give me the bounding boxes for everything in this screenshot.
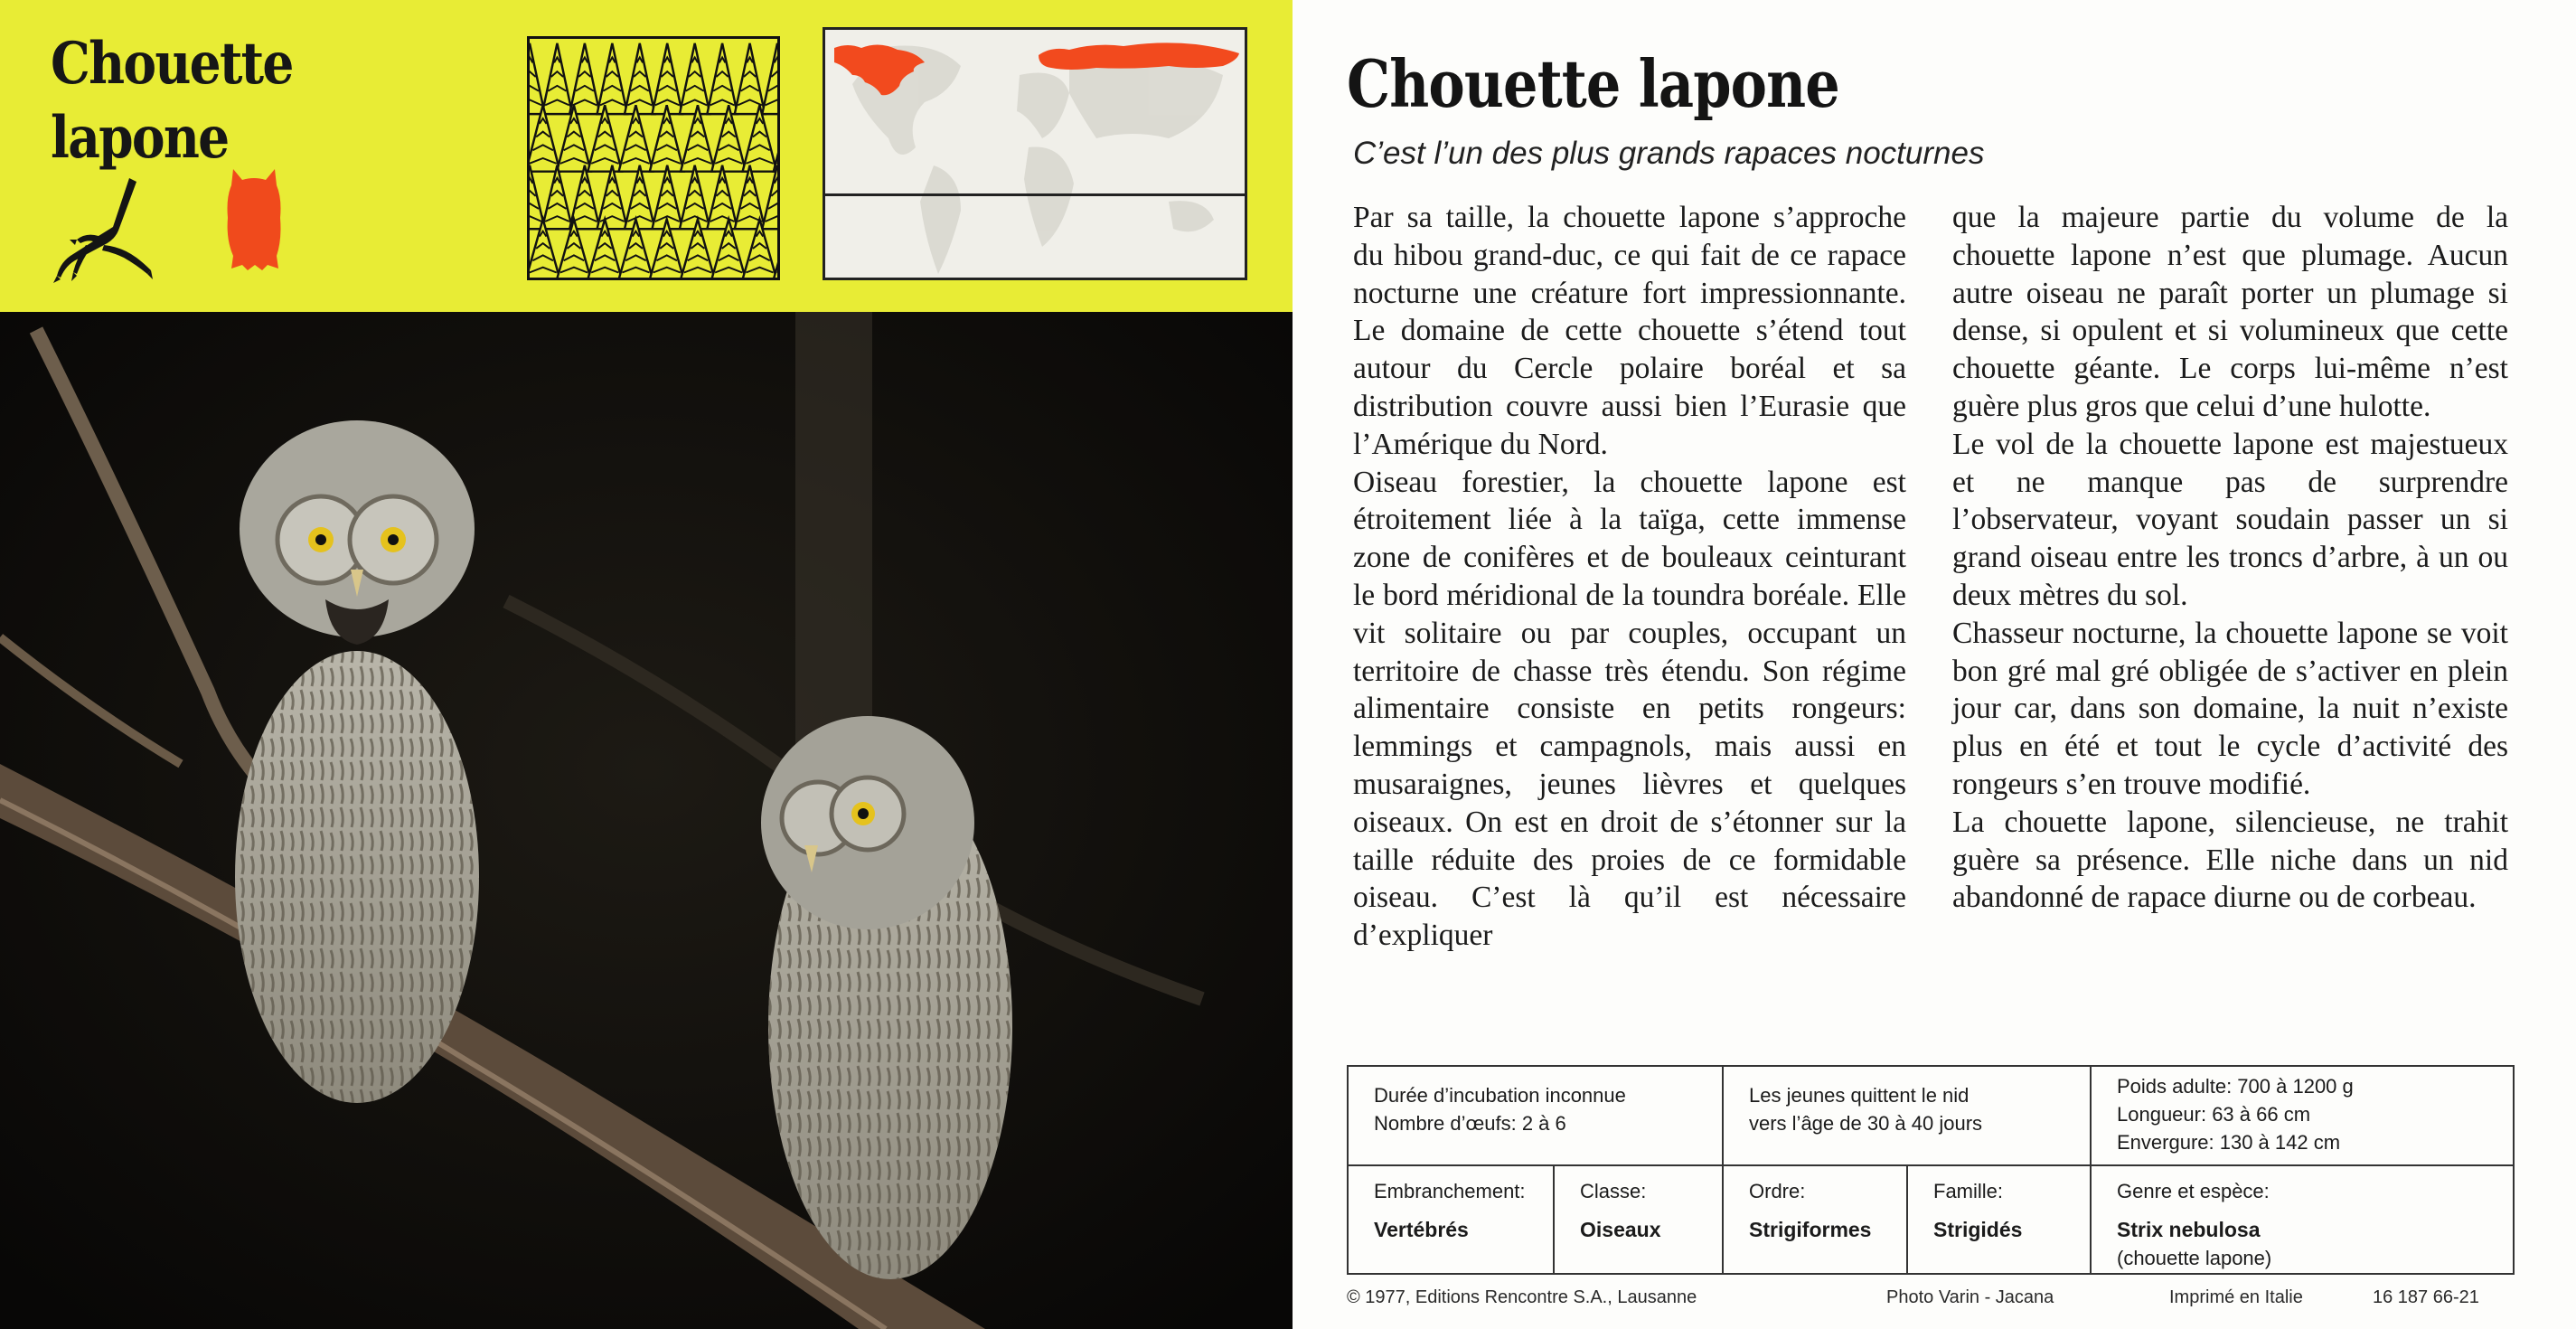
- card-title-line-2: lapone: [51, 104, 229, 172]
- conifer-tree: [707, 43, 737, 114]
- title-band: [0, 0, 1293, 312]
- talon-icon: [50, 176, 167, 285]
- conifer-tree: [625, 165, 654, 229]
- owl-photo: [0, 312, 1293, 1329]
- text-column-2: [1952, 199, 2508, 917]
- phylum-value: Vertébrés: [1374, 1218, 1469, 1241]
- family-cell: [1907, 1165, 2091, 1274]
- conifer-branch: [777, 268, 780, 273]
- class-value: Oiseaux: [1580, 1218, 1661, 1241]
- conifer-tree: [569, 43, 599, 114]
- incubation-cell: [1348, 1066, 1723, 1165]
- measurements-cell: [2091, 1066, 2514, 1165]
- article-title: Chouette lapone: [1347, 45, 1839, 122]
- phylum-label: Embranchement:: [1374, 1180, 1526, 1202]
- order-cell: [1723, 1165, 1907, 1274]
- owl-silhouette-icon: [226, 167, 282, 271]
- phylum-cell: [1348, 1165, 1554, 1274]
- article-subtitle: C’est l’un des plus grands rapaces nocturnes: [1353, 136, 1985, 171]
- young-cell: [1723, 1066, 2091, 1165]
- class-label: Classe:: [1580, 1180, 1647, 1202]
- conifer-tree: [707, 165, 737, 229]
- paragraph: Chasseur nocturne, la chouette lapone se voit bon gré mal gré obligée de s’activer en plein jour car, dans son domaine, la nuit n’existe plus en été et tout le cycle d’activité des rongeurs s’en trouve modifié.: [1952, 616, 2508, 801]
- world-distribution-map: [823, 27, 1247, 280]
- conifer-tree: [625, 43, 654, 114]
- wingspan-text: Envergure: 130 à 142 cm: [2117, 1131, 2341, 1154]
- conifer-tree: [680, 165, 710, 229]
- paragraph: Le vol de la chouette lapone est majestueux et ne manque pas de surprendre l’observateur, voyant soudain passer un si grand oiseau entre les troncs d’arbre, à un ou deux mètres du sol.: [1952, 427, 2508, 612]
- young-text-2: vers l’âge de 30 à 40 jours: [1749, 1112, 1983, 1135]
- young-text-1: Les jeunes quittent le nid: [1749, 1084, 1970, 1107]
- copyright-text: © 1977, Editions Rencontre S.A., Lausanne: [1347, 1287, 1697, 1307]
- paragraph: La chouette lapone, silencieuse, ne trahit guère sa présence. Elle niche dans un nid abandonné de rapace diurne ou de corbeau.: [1952, 805, 2508, 915]
- text-column-1: [1353, 199, 1906, 955]
- facts-table: [1347, 1065, 2515, 1275]
- species-cell: [2091, 1165, 2514, 1274]
- conifer-branch: [777, 158, 780, 164]
- species-common-name: (chouette lapone): [2117, 1247, 2272, 1269]
- paragraph: Par sa taille, la chouette lapone s’approche du hibou grand-duc, ce qui fait de ce rapace nocturne une créature fort impressionnante. Le domaine de cette chouette s’étend tout autour du Cercle polaire boréal et sa distribution couvre aussi bien l’Eurasie que l’Amérique du Nord.: [1353, 201, 1906, 461]
- paragraph: Oiseau forestier, la chouette lapone est étroitement liée à la taïga, cette immense zone de conifères et de bouleaux ceinturant le bord méridional de la toundra boréale. Elle vit solitaire ou par couples, occupant un territoire de chasse très étendu. Son régime alimentaire consiste en petits rongeurs: lemmings et campagnols, mais aussi en musaraignes, jeunes lièvres et quelques oiseaux. On est en droit de s’étonner sur la taille réduite des proies de ce formidable oiseau. C’est là qu’il est nécessaire d’expliquer: [1353, 465, 1906, 953]
- conifer-tree: [597, 43, 627, 114]
- taxonomy-row: [1348, 1165, 2514, 1274]
- card-title-line-1: Chouette: [51, 30, 293, 98]
- conifer-tree: [597, 165, 627, 229]
- card-code: 16 187 66-21: [2373, 1287, 2479, 1307]
- map-divider: [825, 193, 1245, 196]
- conifer-tree: [735, 43, 765, 114]
- incubation-text: Durée d’incubation inconnue: [1374, 1084, 1626, 1107]
- owl-left: [235, 420, 479, 1103]
- length-text: Longueur: 63 à 66 cm: [2117, 1103, 2311, 1126]
- species-value: Strix nebulosa: [2117, 1218, 2261, 1241]
- class-cell: [1554, 1165, 1723, 1274]
- right-card: [1293, 0, 2576, 1329]
- family-label: Famille:: [1933, 1180, 2004, 1202]
- species-label: Genre et espèce:: [2117, 1180, 2270, 1202]
- order-value: Strigiformes: [1749, 1218, 1872, 1241]
- eggs-text: Nombre d’œufs: 2 à 6: [1374, 1112, 1566, 1135]
- photo-credit: Photo Varin - Jacana: [1886, 1287, 2054, 1307]
- order-label: Ordre:: [1749, 1180, 1806, 1202]
- conifer-tree: [542, 43, 572, 114]
- conifer-forest-icon: [527, 36, 780, 280]
- conifer-tree: [652, 43, 682, 114]
- weight-text: Poids adulte: 700 à 1200 g: [2117, 1075, 2354, 1098]
- card-title: [51, 27, 293, 175]
- facts-row: [1348, 1066, 2514, 1165]
- paragraph: que la majeure partie du volume de la chouette lapone n’est que plumage. Aucun autre oiseau ne paraît porter un plumage si dense, si opulent et si volumineux que cette chouette géante. Le corps lui-même n’est guère plus gros que celui d’une hulotte.: [1952, 201, 2508, 423]
- conifer-tree: [680, 43, 710, 114]
- printed-text: Imprimé en Italie: [2169, 1287, 2303, 1307]
- conifer-tree: [542, 165, 572, 229]
- family-value: Strigidés: [1933, 1218, 2023, 1241]
